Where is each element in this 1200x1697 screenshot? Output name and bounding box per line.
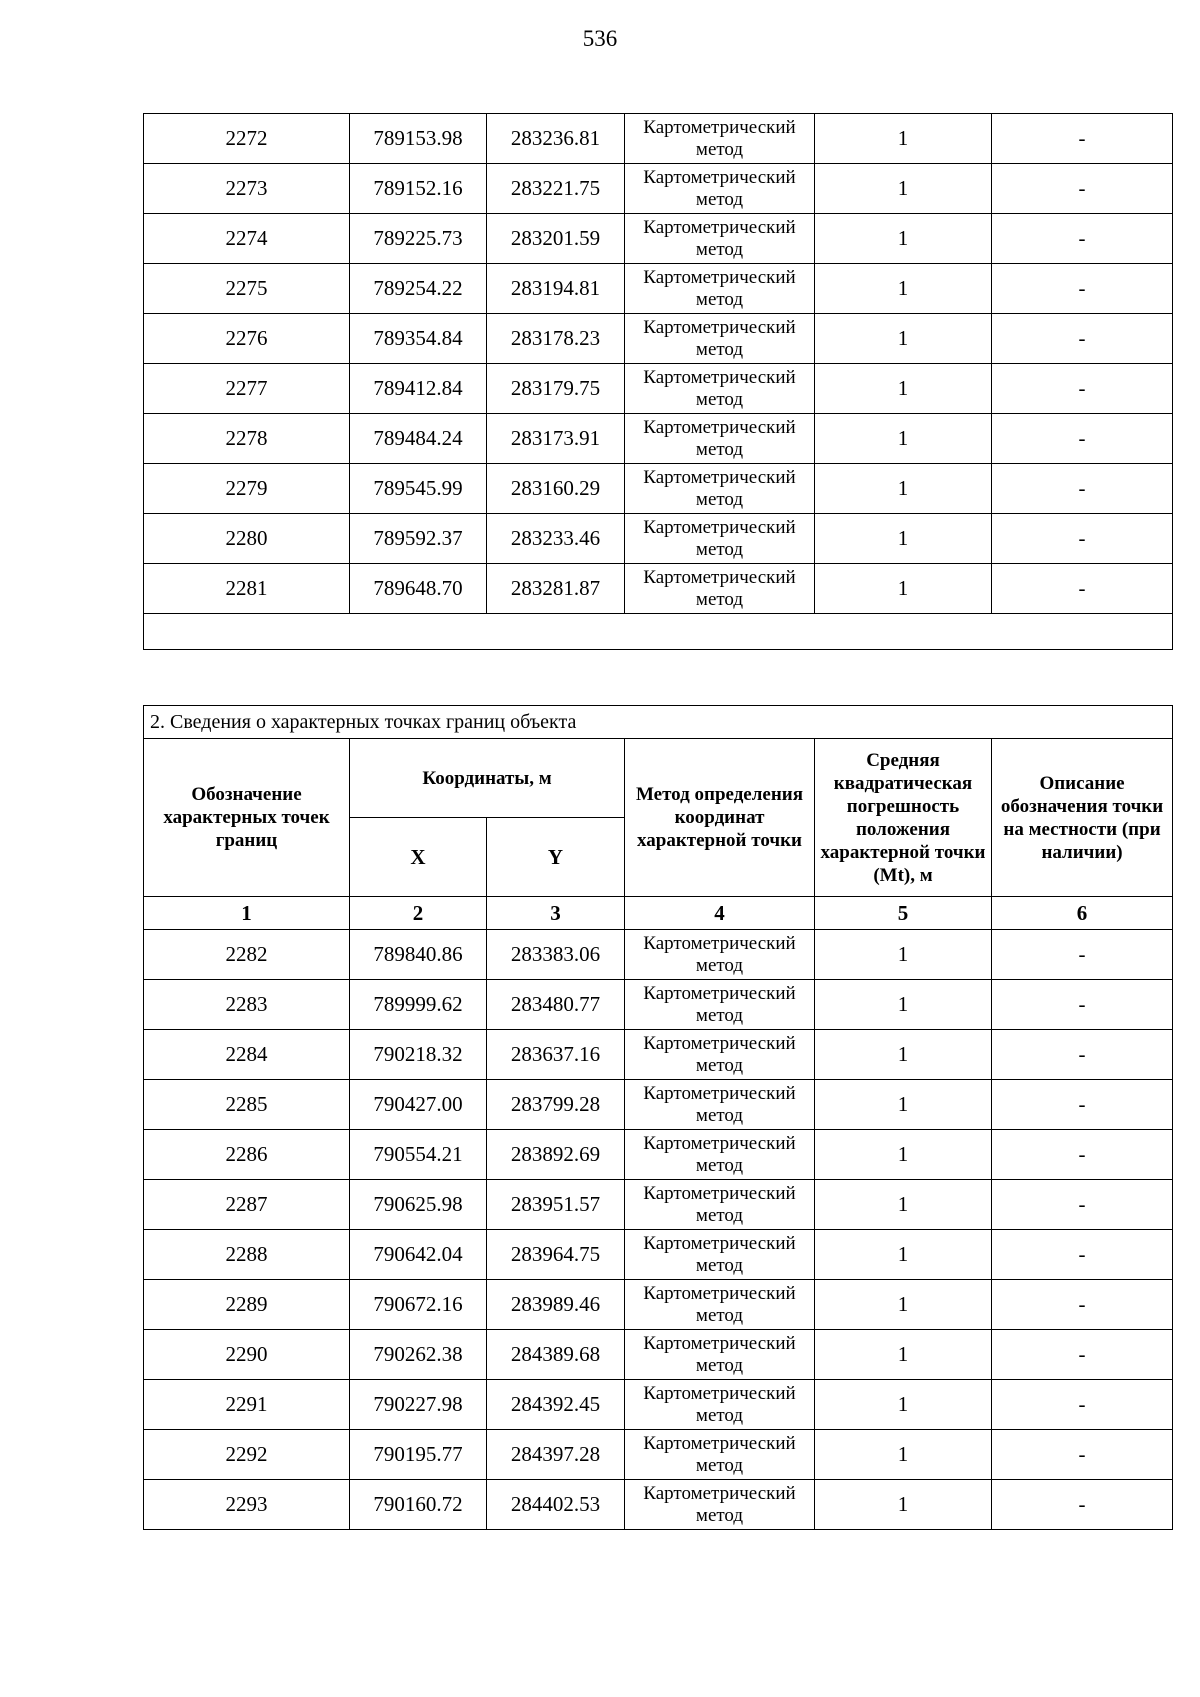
point-id-cell: 2273 <box>144 164 350 214</box>
boundary-points-table <box>143 705 1173 1530</box>
coord-x-cell: 790625.98 <box>350 1180 487 1230</box>
coord-x-cell: 790195.77 <box>350 1430 487 1480</box>
coord-y-cell: 283236.81 <box>487 114 625 164</box>
coord-x-cell: 790227.98 <box>350 1380 487 1430</box>
method-cell: Картометрический метод <box>625 1280 815 1330</box>
error-cell: 1 <box>815 1430 992 1480</box>
description-cell: - <box>992 1330 1173 1380</box>
point-id-cell: 2278 <box>144 414 350 464</box>
error-cell: 1 <box>815 314 992 364</box>
empty-row <box>144 614 1173 650</box>
error-cell: 1 <box>815 564 992 614</box>
table-row <box>144 980 1173 1030</box>
point-id-cell: 2272 <box>144 114 350 164</box>
point-id-cell: 2285 <box>144 1080 350 1130</box>
coord-x-cell: 789254.22 <box>350 264 487 314</box>
empty-cell <box>144 614 1173 650</box>
description-cell: - <box>992 564 1173 614</box>
coord-x-cell: 789484.24 <box>350 414 487 464</box>
coord-y-cell: 283637.16 <box>487 1030 625 1080</box>
point-id-cell: 2287 <box>144 1180 350 1230</box>
method-cell: Картометрический метод <box>625 414 815 464</box>
error-cell: 1 <box>815 1230 992 1280</box>
description-cell: - <box>992 464 1173 514</box>
method-cell: Картометрический метод <box>625 464 815 514</box>
error-cell: 1 <box>815 164 992 214</box>
error-cell: 1 <box>815 1080 992 1130</box>
point-id-cell: 2282 <box>144 930 350 980</box>
error-cell: 1 <box>815 930 992 980</box>
header-method: Метод определения координат характерной точки <box>625 739 815 897</box>
table-row <box>144 1380 1173 1430</box>
error-cell: 1 <box>815 1380 992 1430</box>
table-row <box>144 1430 1173 1480</box>
table-row <box>144 464 1173 514</box>
header-y: Y <box>487 818 625 897</box>
method-cell: Картометрический метод <box>625 1430 815 1480</box>
table-row <box>144 564 1173 614</box>
error-cell: 1 <box>815 514 992 564</box>
coord-x-cell: 789545.99 <box>350 464 487 514</box>
method-cell: Картометрический метод <box>625 1230 815 1280</box>
error-cell: 1 <box>815 1280 992 1330</box>
method-cell: Картометрический метод <box>625 930 815 980</box>
point-id-cell: 2286 <box>144 1130 350 1180</box>
column-number: 6 <box>992 897 1173 930</box>
description-cell: - <box>992 414 1173 464</box>
coord-y-cell: 283383.06 <box>487 930 625 980</box>
point-id-cell: 2283 <box>144 980 350 1030</box>
error-cell: 1 <box>815 1180 992 1230</box>
table-row <box>144 1480 1173 1530</box>
point-id-cell: 2284 <box>144 1030 350 1080</box>
point-id-cell: 2276 <box>144 314 350 364</box>
coord-x-cell: 789225.73 <box>350 214 487 264</box>
method-cell: Картометрический метод <box>625 1380 815 1430</box>
coord-y-cell: 283173.91 <box>487 414 625 464</box>
header-designation: Обозначение характерных точек границ <box>144 739 350 897</box>
method-cell: Картометрический метод <box>625 1480 815 1530</box>
header-description: Описание обозначения точки на местности (при наличии) <box>992 739 1173 897</box>
method-cell: Картометрический метод <box>625 364 815 414</box>
description-cell: - <box>992 1130 1173 1180</box>
description-cell: - <box>992 1180 1173 1230</box>
method-cell: Картометрический метод <box>625 1180 815 1230</box>
coord-y-cell: 283221.75 <box>487 164 625 214</box>
method-cell: Картометрический метод <box>625 1030 815 1080</box>
point-id-cell: 2288 <box>144 1230 350 1280</box>
coord-x-cell: 790554.21 <box>350 1130 487 1180</box>
table-row <box>144 1330 1173 1380</box>
method-cell: Картометрический метод <box>625 114 815 164</box>
coord-y-cell: 283892.69 <box>487 1130 625 1180</box>
page-number: 536 <box>582 26 618 51</box>
table-row <box>144 114 1173 164</box>
method-cell: Картометрический метод <box>625 164 815 214</box>
description-cell: - <box>992 1380 1173 1430</box>
method-cell: Картометрический метод <box>625 1130 815 1180</box>
coord-x-cell: 789354.84 <box>350 314 487 364</box>
table-row <box>144 414 1173 464</box>
description-cell: - <box>992 930 1173 980</box>
coordinates-table-continued <box>143 113 1173 650</box>
method-cell: Картометрический метод <box>625 980 815 1030</box>
coord-x-cell: 789648.70 <box>350 564 487 614</box>
method-cell: Картометрический метод <box>625 264 815 314</box>
description-cell: - <box>992 214 1173 264</box>
error-cell: 1 <box>815 364 992 414</box>
point-id-cell: 2277 <box>144 364 350 414</box>
table-row <box>144 1030 1173 1080</box>
coord-y-cell: 283233.46 <box>487 514 625 564</box>
description-cell: - <box>992 1030 1173 1080</box>
point-id-cell: 2291 <box>144 1380 350 1430</box>
column-number: 3 <box>487 897 625 930</box>
table-row <box>144 1180 1173 1230</box>
coord-x-cell: 789153.98 <box>350 114 487 164</box>
description-cell: - <box>992 1480 1173 1530</box>
coord-y-cell: 283179.75 <box>487 364 625 414</box>
table-row <box>144 264 1173 314</box>
coord-y-cell: 283281.87 <box>487 564 625 614</box>
coord-x-cell: 789999.62 <box>350 980 487 1030</box>
description-cell: - <box>992 1080 1173 1130</box>
error-cell: 1 <box>815 1130 992 1180</box>
coord-y-cell: 284402.53 <box>487 1480 625 1530</box>
table-row <box>144 164 1173 214</box>
point-id-cell: 2293 <box>144 1480 350 1530</box>
coord-x-cell: 789840.86 <box>350 930 487 980</box>
table-row <box>144 930 1173 980</box>
method-cell: Картометрический метод <box>625 564 815 614</box>
column-number: 2 <box>350 897 487 930</box>
column-number: 1 <box>144 897 350 930</box>
coord-x-cell: 790427.00 <box>350 1080 487 1130</box>
error-cell: 1 <box>815 464 992 514</box>
coord-y-cell: 283964.75 <box>487 1230 625 1280</box>
description-cell: - <box>992 1430 1173 1480</box>
method-cell: Картометрический метод <box>625 314 815 364</box>
description-cell: - <box>992 980 1173 1030</box>
table-row <box>144 1080 1173 1130</box>
method-cell: Картометрический метод <box>625 1080 815 1130</box>
error-cell: 1 <box>815 414 992 464</box>
point-id-cell: 2275 <box>144 264 350 314</box>
error-cell: 1 <box>815 264 992 314</box>
error-cell: 1 <box>815 980 992 1030</box>
table-row <box>144 214 1173 264</box>
header-error: Средняя квадратическая погрешность положения характерной точки (Mt), м <box>815 739 992 897</box>
header-coordinates: Координаты, м <box>350 739 625 818</box>
error-cell: 1 <box>815 1330 992 1380</box>
coord-y-cell: 283951.57 <box>487 1180 625 1230</box>
coord-y-cell: 284397.28 <box>487 1430 625 1480</box>
coord-x-cell: 790218.32 <box>350 1030 487 1080</box>
point-id-cell: 2281 <box>144 564 350 614</box>
table-row <box>144 1130 1173 1180</box>
coord-x-cell: 789152.16 <box>350 164 487 214</box>
coord-x-cell: 790262.38 <box>350 1330 487 1380</box>
coord-x-cell: 790672.16 <box>350 1280 487 1330</box>
column-number: 5 <box>815 897 992 930</box>
method-cell: Картометрический метод <box>625 1330 815 1380</box>
error-cell: 1 <box>815 1030 992 1080</box>
point-id-cell: 2274 <box>144 214 350 264</box>
description-cell: - <box>992 264 1173 314</box>
coord-x-cell: 790160.72 <box>350 1480 487 1530</box>
point-id-cell: 2280 <box>144 514 350 564</box>
error-cell: 1 <box>815 214 992 264</box>
table-row <box>144 514 1173 564</box>
point-id-cell: 2279 <box>144 464 350 514</box>
table-row <box>144 1280 1173 1330</box>
coord-x-cell: 789412.84 <box>350 364 487 414</box>
coord-y-cell: 283160.29 <box>487 464 625 514</box>
point-id-cell: 2289 <box>144 1280 350 1330</box>
description-cell: - <box>992 1280 1173 1330</box>
header-x: X <box>350 818 487 897</box>
description-cell: - <box>992 114 1173 164</box>
table-row <box>144 364 1173 414</box>
section-title: 2. Сведения о характерных точках границ объекта <box>144 706 1173 739</box>
description-cell: - <box>992 164 1173 214</box>
coord-y-cell: 283201.59 <box>487 214 625 264</box>
coord-y-cell: 283194.81 <box>487 264 625 314</box>
error-cell: 1 <box>815 114 992 164</box>
coord-y-cell: 284389.68 <box>487 1330 625 1380</box>
description-cell: - <box>992 364 1173 414</box>
coord-x-cell: 789592.37 <box>350 514 487 564</box>
description-cell: - <box>992 514 1173 564</box>
coord-y-cell: 283989.46 <box>487 1280 625 1330</box>
description-cell: - <box>992 314 1173 364</box>
error-cell: 1 <box>815 1480 992 1530</box>
coord-y-cell: 283178.23 <box>487 314 625 364</box>
point-id-cell: 2292 <box>144 1430 350 1480</box>
table-row <box>144 314 1173 364</box>
coord-y-cell: 284392.45 <box>487 1380 625 1430</box>
point-id-cell: 2290 <box>144 1330 350 1380</box>
method-cell: Картометрический метод <box>625 514 815 564</box>
coord-x-cell: 790642.04 <box>350 1230 487 1280</box>
coord-y-cell: 283480.77 <box>487 980 625 1030</box>
description-cell: - <box>992 1230 1173 1280</box>
coord-y-cell: 283799.28 <box>487 1080 625 1130</box>
table-row <box>144 1230 1173 1280</box>
method-cell: Картометрический метод <box>625 214 815 264</box>
column-number: 4 <box>625 897 815 930</box>
